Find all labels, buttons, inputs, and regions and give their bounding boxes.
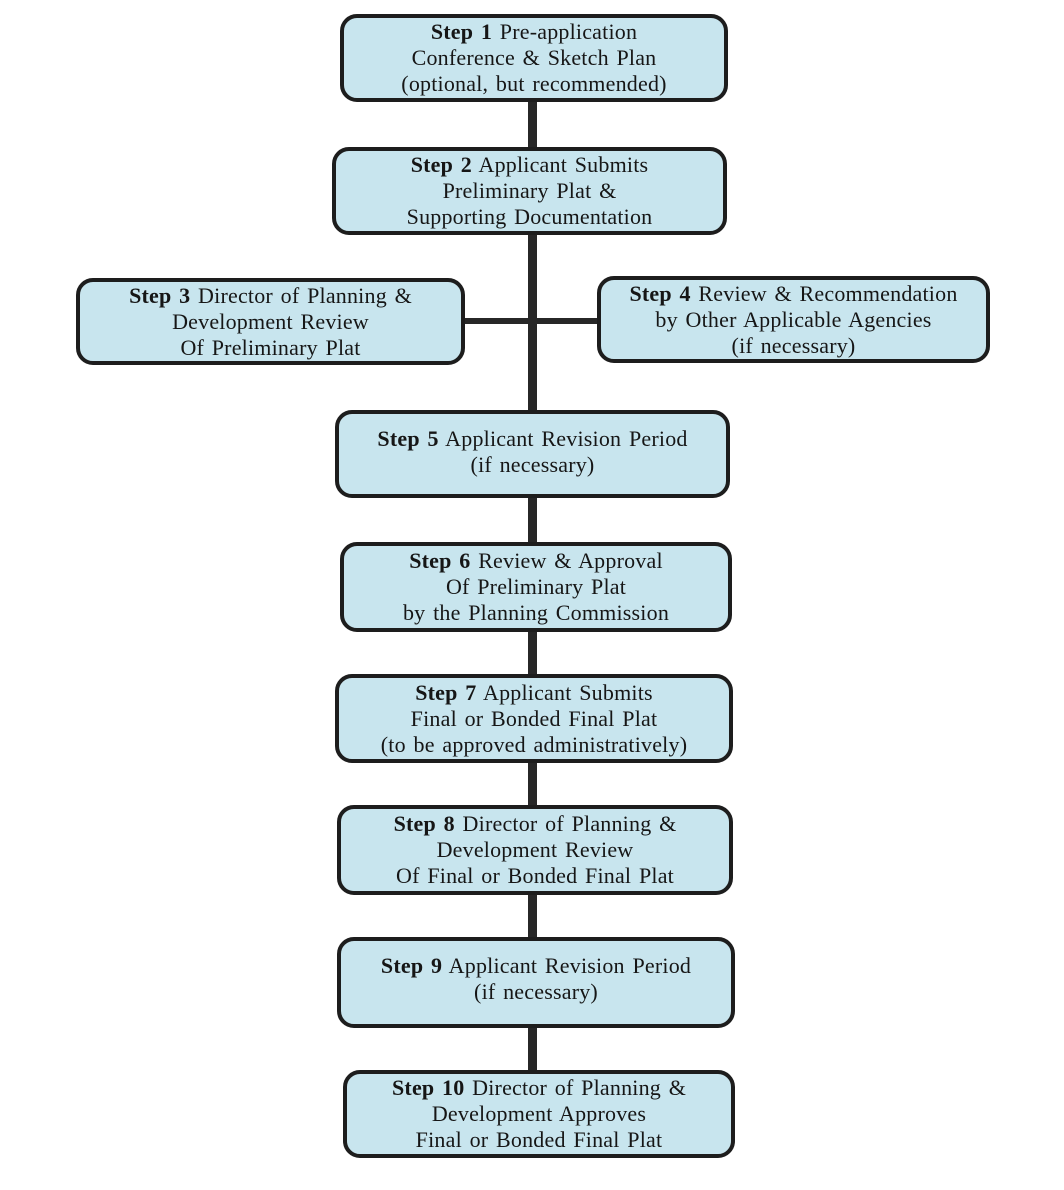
step-9-label: Step 9	[380, 953, 443, 978]
step-2-line-3: Supporting Documentation	[406, 204, 653, 229]
step-3-line-1: Step 3 Director of Planning &	[129, 282, 412, 308]
step-5-line-1: Step 5 Applicant Revision Period	[377, 426, 688, 451]
step-6-line-2: Of Preliminary Plat	[445, 574, 627, 599]
step-10-box	[343, 1070, 735, 1158]
step-1-line-2: Conference & Sketch Plan	[411, 45, 657, 70]
step-6-label: Step 6	[409, 548, 471, 573]
step-8-line-2: Development Review	[436, 837, 634, 862]
step-9-line-2: (if necessary)	[474, 979, 598, 1004]
step-8-label: Step 8	[393, 811, 455, 836]
step-4-line-3: (if necessary)	[731, 332, 856, 358]
connector-step8-step9	[528, 891, 537, 941]
step-4-line-2: by Other Applicable Agencies	[655, 306, 932, 332]
connector-step7-step8	[528, 759, 537, 809]
step-3-label: Step 3	[129, 282, 191, 308]
step-8-line-1: Step 8 Director of Planning &	[393, 811, 677, 836]
connector-step5-step6	[528, 494, 537, 546]
step-7-box	[335, 674, 733, 763]
step-9-line-1: Step 9 Applicant Revision Period	[380, 953, 692, 978]
step-4-label: Step 4	[629, 280, 691, 306]
step-7-line-3: (to be approved administratively)	[380, 731, 688, 757]
step-3-line-3: Of Preliminary Plat	[180, 334, 361, 360]
step-3-box	[76, 278, 465, 365]
step-9-box	[337, 937, 735, 1028]
step-8-line-3: Of Final or Bonded Final Plat	[396, 863, 674, 888]
step-10-line-1: Step 10 Director of Planning &	[391, 1075, 687, 1100]
step-1-line-1: Step 1 Pre-application	[430, 19, 638, 44]
step-5-box	[335, 410, 730, 498]
connector-step3-step4-branch	[460, 318, 600, 324]
step-6-line-3: by the Planning Commission	[402, 600, 670, 625]
step-7-line-1: Step 7 Applicant Submits	[415, 679, 653, 705]
connector-step6-step7	[528, 628, 537, 678]
step-2-box	[332, 147, 727, 235]
step-2-line-2: Preliminary Plat &	[442, 178, 617, 203]
step-6-line-1: Step 6 Review & Approval	[409, 548, 663, 573]
step-1-box	[340, 14, 728, 102]
step-2-label: Step 2	[410, 152, 472, 177]
step-7-label: Step 7	[415, 679, 477, 705]
step-8-box	[337, 805, 733, 895]
step-10-line-2: Development Approves	[431, 1101, 647, 1126]
step-1-label: Step 1	[430, 19, 493, 44]
step-1-line-3: (optional, but recommended)	[401, 71, 667, 96]
step-2-line-1: Step 2 Applicant Submits	[410, 152, 649, 177]
step-10-line-3: Final or Bonded Final Plat	[415, 1127, 663, 1152]
step-10-label: Step 10	[391, 1075, 465, 1100]
step-4-box	[597, 276, 990, 363]
step-4-line-1: Step 4 Review & Recommendation	[629, 280, 958, 306]
step-5-label: Step 5	[377, 426, 439, 451]
step-6-box	[340, 542, 732, 632]
connector-step9-step10	[528, 1024, 537, 1074]
step-5-line-2: (if necessary)	[470, 452, 595, 477]
connector-step1-step2	[528, 98, 537, 151]
step-3-line-2: Development Review	[172, 308, 369, 334]
step-7-line-2: Final or Bonded Final Plat	[410, 705, 658, 731]
